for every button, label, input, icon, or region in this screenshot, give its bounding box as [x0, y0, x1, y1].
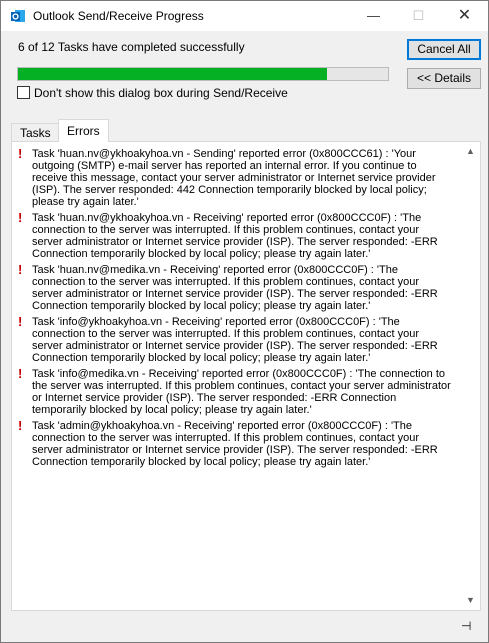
- vertical-scrollbar[interactable]: [462, 143, 479, 609]
- status-summary: 6 of 12 Tasks have completed successfully: [18, 40, 245, 54]
- error-list: [18, 148, 452, 472]
- error-icon: !: [18, 314, 23, 329]
- error-item: [18, 420, 452, 468]
- error-icon: !: [18, 210, 23, 225]
- error-message: Task 'huan.nv@ykhoakyhoa.vn - Sending' reported error (0x800CCC61) : 'Your outgoing (SMTP) e-mail server has reported an internal error. If you continue to receive this message, contact your server administrator or Internet service provider (ISP). The server responded: 442 Connection temporarily blocked by local policy; please try again later.': [32, 148, 436, 208]
- title-bar: [1, 1, 488, 31]
- scroll-down-arrow-icon[interactable]: ▼: [466, 595, 475, 605]
- outlook-app-icon: [10, 8, 26, 24]
- dont-show-label[interactable]: Don't show this dialog box during Send/Receive: [34, 86, 288, 100]
- error-item: [18, 316, 452, 364]
- close-button[interactable]: ✕: [457, 7, 472, 24]
- pin-icon[interactable]: ⊣: [461, 619, 472, 633]
- error-message: Task 'info@medika.vn - Receiving' reported error (0x800CCC0F) : 'The connection to the server was interrupted. If this problem continues, contact your server administrator or Internet service provider (ISP). The server responded: -ERR Connection temporarily blocked by local policy; please try again later.': [32, 368, 451, 416]
- errors-panel: [11, 141, 481, 611]
- progress-bar: [17, 67, 389, 81]
- error-item: [18, 264, 452, 312]
- error-item: [18, 368, 452, 416]
- cancel-all-button[interactable]: Cancel All: [407, 39, 481, 60]
- error-message: Task 'info@ykhoakyhoa.vn - Receiving' reported error (0x800CCC0F) : 'The connection to the server was interrupted. If this problem continues, contact your server administrator or Internet service provider (ISP). The server responded: -ERR Connection temporarily blocked by local policy; please try again later.': [32, 316, 438, 364]
- error-icon: !: [18, 146, 23, 161]
- error-item: [18, 212, 452, 260]
- error-message: Task 'admin@ykhoakyhoa.vn - Receiving' reported error (0x800CCC0F) : 'The connection to the server was interrupted. If this problem continues, contact your server administrator or Internet service provider (ISP). The server responded: -ERR Connection temporarily blocked by local policy; please try again later.': [32, 420, 438, 468]
- window-title: Outlook Send/Receive Progress: [33, 9, 204, 23]
- error-message: Task 'huan.nv@medika.vn - Receiving' reported error (0x800CCC0F) : 'The connection to the server was interrupted. If this problem continues, contact your server administrator or Internet service provider (ISP). The server responded: -ERR Connection temporarily blocked by local policy; please try again later.': [32, 264, 438, 312]
- minimize-button[interactable]: —: [367, 8, 380, 23]
- maximize-button[interactable]: ☐: [412, 8, 425, 23]
- error-message: Task 'huan.nv@ykhoakyhoa.vn - Receiving' reported error (0x800CCC0F) : 'The connection to the server was interrupted. If this problem continues, contact your server administrator or Internet service provider (ISP). The server responded: -ERR Connection temporarily blocked by local policy; please try again later.': [32, 212, 438, 260]
- progress-bar-fill: [18, 68, 327, 80]
- scroll-up-arrow-icon[interactable]: ▲: [466, 146, 475, 156]
- tab-tasks[interactable]: Tasks: [11, 123, 60, 142]
- details-button[interactable]: << Details: [407, 68, 481, 89]
- error-icon: !: [18, 418, 23, 433]
- dont-show-checkbox[interactable]: [17, 86, 30, 99]
- tab-errors[interactable]: Errors: [58, 119, 109, 142]
- error-item: [18, 148, 452, 208]
- error-icon: !: [18, 366, 23, 381]
- error-icon: !: [18, 262, 23, 277]
